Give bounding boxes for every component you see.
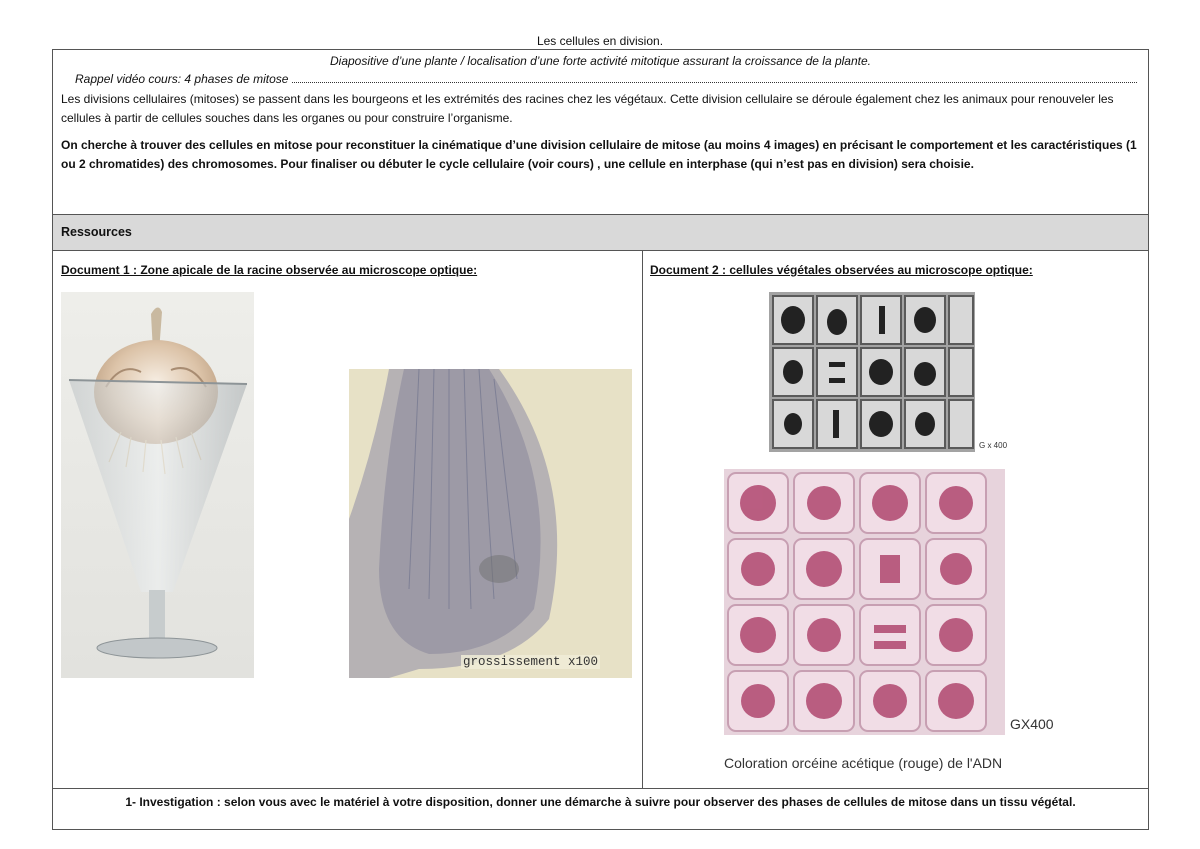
subtitle: Diapositive d’une plante / localisation d’une forte activité mitotique assurant la croissance de la plante.: [330, 54, 871, 68]
document-1-title: Document 1 : Zone apicale de la racine observée au microscope optique:: [61, 263, 478, 277]
plant-cells-micrograph-bw: [769, 292, 975, 452]
magnification-label-x100: grossissement x100: [463, 655, 599, 669]
staining-caption: Coloration orcéine acétique (rouge) de l'ADN: [724, 755, 1003, 771]
question-section: [52, 789, 1149, 830]
task-paragraph: On cherche à trouver des cellules en mitose pour reconstituer la cinématique d’une division cellulaire de mitose (au moins 4 images) en précisant le comportement et les caractéristiques (1 ou 2 chromatides) des chromosomes. Pour finaliser ou débuter le cycle cellulaire (voir cours) , une cellule en interphase (qui n’est pas en division) sera choisie.: [61, 138, 1137, 171]
resources-header: [52, 215, 1149, 251]
intro-section: [52, 49, 1149, 215]
resources-label: Ressources: [61, 225, 132, 239]
recall-text: Rappel vidéo cours: 4 phases de mitose: [75, 72, 289, 86]
root-tip-micrograph: [349, 369, 632, 678]
recall-line: [75, 72, 1137, 86]
document-2-title: Document 2 : cellules végétales observées au microscope optique:: [650, 263, 1033, 277]
page-title: Les cellules en division.: [536, 34, 664, 48]
answer-dotted-line: [292, 74, 1137, 83]
intro-paragraph: Les divisions cellulaires (mitoses) se passent dans les bourgeons et les extrémités des racines chez les végétaux. Cette division cellulaire se déroule également chez les animaux pour renouveler les cellules à partir de cellules souches dans les organes ou pour construire l’organisme.: [61, 92, 1114, 125]
garlic-in-glass-photo: [61, 292, 254, 678]
magnification-label-small: G x 400: [979, 441, 1008, 450]
column-divider: [642, 251, 643, 789]
magnification-label-large: GX400: [1010, 716, 1054, 732]
question-1: 1- Investigation : selon vous avec le matériel à votre disposition, donner une démarche à suivre pour observer des phases de cellules de mitose dans un tissu végétal.: [125, 795, 1076, 809]
plant-cells-micrograph-stained: [724, 469, 1005, 735]
